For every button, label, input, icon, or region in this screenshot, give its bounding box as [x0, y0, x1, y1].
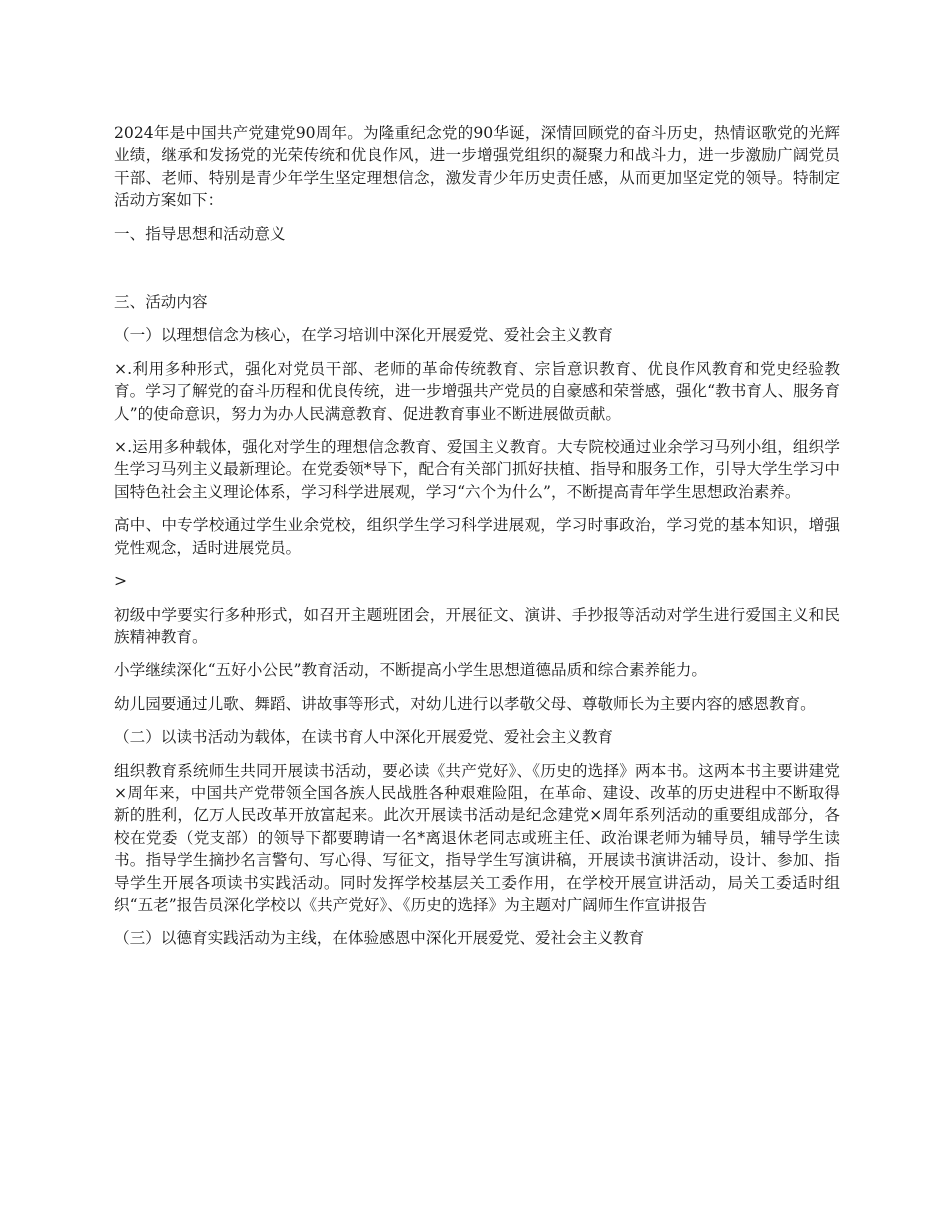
subsection-heading-1: （一）以理想信念为核心，在学习培训中深化开展爱党、爱社会主义教育: [114, 326, 614, 345]
paragraph-high-school: 高中、中专学校通过学生业余党校，组织学生学习科学进展观，学习时事政治，学习党的基本知识，增强党性观念，适时进展党员。: [114, 516, 840, 557]
document-body: [114, 122, 840, 961]
paragraph-reading-activity: 组织教育系统师生共同开展读书活动，要必读《共产党好》、《历史的选择》两本书。这两本书主要讲建党×周年来，中国共产党带领全国各族人民战胜各种艰难险阻，在革命、建设、改革的历史进程中不断取得新的胜利，亿万人民改革开放富起来。此次开展读书活动是纪念建党×周年系列活动的重要组成部分，各校在党委（党支部）的领导下都要聘请一名*离退休老同志或班主任、政治课老师为辅导员，辅导学生读书。指导学生摘抄名言警句、写心得、写征文，指导学生写演讲稿，开展读书演讲活动，设计、参加、指导学生开展各项读书实践活动。同时发挥学校基层关工委作用，在学校开展宣讲活动，局关工委适时组织“五老”报告员深化学校以《共产党好》、《历史的选择》为主题对广阔师生作宣讲报告: [114, 761, 840, 914]
paragraph-kindergarten: 幼儿园要通过儿歌、舞蹈、讲故事等形式，对幼儿进行以孝敬父母、尊敬师长为主要内容的感恩教育。: [114, 694, 816, 713]
section-heading-guiding-ideology: 一、指导思想和活动意义: [114, 224, 286, 243]
stray-symbol: >: [114, 572, 128, 591]
paragraph-primary-school: 小学继续深化“五好小公民”教育活动，不断提高小学生思想道德品质和综合素养能力。: [114, 661, 707, 680]
subsection-heading-3: （三）以德育实践活动为主线，在体验感恩中深化开展爱党、爱社会主义教育: [114, 929, 645, 948]
section-heading-activity-content: 三、活动内容: [114, 293, 208, 312]
paragraph-junior-high: 初级中学要实行多种形式，如召开主题班团会，开展征文、演讲、手抄报等活动对学生进行爱国主义和民族精神教育。: [114, 605, 840, 646]
paragraph-student-education: ×.运用多种载体，强化对学生的理想信念教育、爱国主义教育。大专院校通过业余学习马列小组，组织学生学习马列主义最新理论。在党委领*导下，配合有关部门抓好扶植、指导和服务工作，引导大学生学习中国特色社会主义理论体系，学习科学进展观，学习“六个为什么”，不断提高青年学生思想政治素养。: [114, 438, 840, 501]
paragraph-staff-education: ×.利用多种形式，强化对党员干部、老师的革命传统教育、宗旨意识教育、优良作风教育和党史经验教育。学习了解党的奋斗历程和优良传统，进一步增强共产党员的自豪感和荣誉感，强化“教书育人、服务育人”的使命意识，努力为办人民满意教育、促进教育事业不断进展做贡献。: [114, 359, 840, 423]
subsection-heading-2: （二）以读书活动为载体，在读书育人中深化开展爱党、爱社会主义教育: [114, 728, 614, 747]
intro-paragraph: 2024年是中国共产党建党90周年。为隆重纪念党的90华诞，深情回顾党的奋斗历史，热情讴歌党的光辉业绩，继承和发扬党的光荣传统和优良作风，进一步增强党组织的凝聚力和战斗力，进一步激励广阔党员干部、老师、特别是青少年学生坚定理想信念，激发青少年历史责任感，从而更加坚定党的领导。特制定活动方案如下：: [114, 124, 840, 210]
